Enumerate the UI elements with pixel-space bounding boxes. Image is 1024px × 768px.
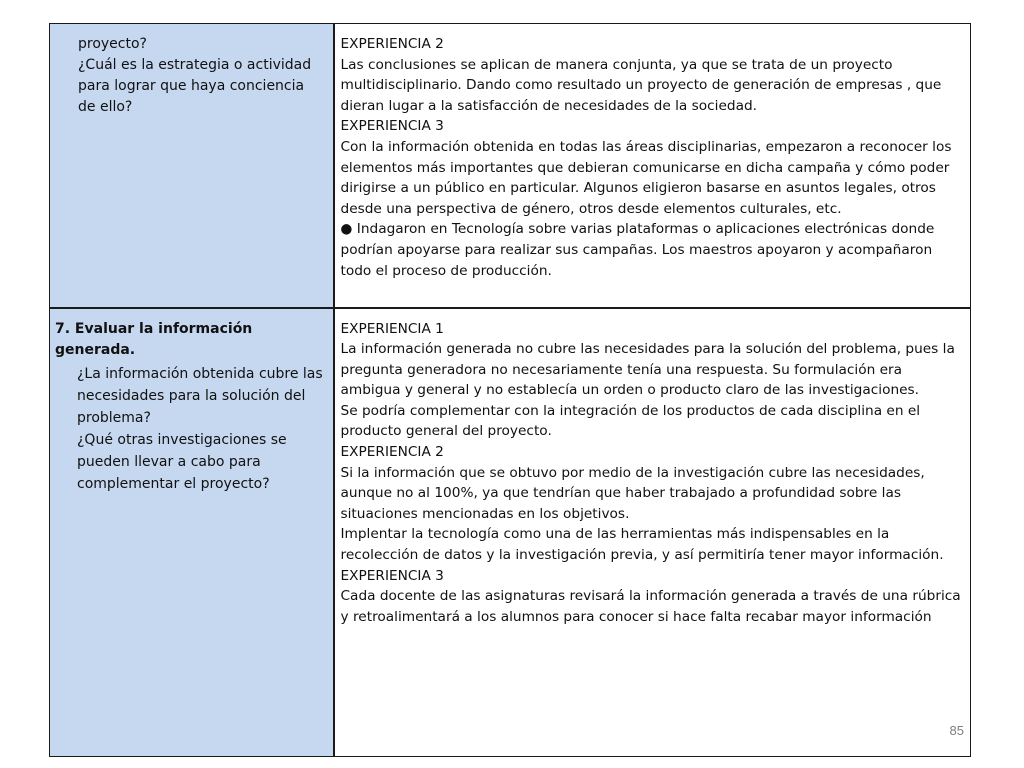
row2-experiencia-2-heading: EXPERIENCIA 2: [340, 444, 444, 461]
row2-left-cell: [50, 309, 333, 757]
row2-heading: 7. Evaluar la información generada.: [55, 320, 253, 358]
row1-experiencia-3-heading: EXPERIENCIA 3: [340, 118, 444, 135]
row1-left-line-1: ¿Cuál es la estrategia o actividad para lograr que haya conciencia de ello?: [78, 57, 312, 115]
row2-experiencia-1-text: La información generada no cubre las necesidades para la solución del problema, pues la pregunta generadora no necesariamente tenía una respuesta. Su formulación era ambigua y general y no establecía un orden o producto claro de las investigaciones.: [340, 341, 955, 399]
row2-question-0: ¿La información obtenida cubre las necesidades para la solución del problema?: [77, 365, 323, 426]
row2-right-cell: [335, 309, 971, 757]
row1-experiencia-2-text: Las conclusiones se aplican de manera conjunta, ya que se trata de un proyecto multidisciplinario. Dando como resultado un proyecto de generación de empresas , que dieran lugar a la satisfacción de necesidades de la sociedad.: [340, 56, 942, 114]
row2-experiencia-3-heading: EXPERIENCIA 3: [340, 567, 444, 584]
row1-bullet-text: ● Indagaron en Tecnología sobre varias plataformas o aplicaciones electrónicas donde podrían apoyarse para realizar sus campañas. Los maestros apoyaron y acompañaron todo el proceso de producción.: [340, 221, 935, 279]
row2-question-1: ¿Qué otras investigaciones se pueden llevar a cabo para complementar el proyecto?: [77, 431, 287, 492]
row1-right-cell: [335, 24, 971, 307]
document-table: [49, 23, 971, 757]
row1-experiencia-3-text: Con la información obtenida en todas las áreas disciplinarias, empezaron a reconocer los elementos más importantes que debieran comunicarse en dicha campaña y cómo poder dirigirse a un público en particular. Algunos eligieron basarse en asuntos legales, otros desde una perspectiva de género, otros desde elementos culturales, etc.: [340, 138, 952, 217]
row2-experiencia-1-heading: EXPERIENCIA 1: [340, 320, 444, 337]
row2-experiencia-2-text-2: Implentar la tecnología como una de las herramientas más indispensables en la recolección de datos y la investigación previa, y así permitiría tener mayor información.: [340, 526, 944, 564]
row1-left-cell: [50, 24, 333, 307]
row1-experiencia-2-heading: EXPERIENCIA 2: [340, 36, 444, 52]
row2-experiencia-1-text-2: Se podría complementar con la integración de los productos de cada disciplina en el producto general del proyecto.: [340, 402, 921, 440]
page-number: 85: [949, 723, 964, 739]
row1-left-line-0: proyecto?: [78, 36, 147, 52]
row2-experiencia-3-text: Cada docente de las asignaturas revisará la información generada a través de una rúbrica y retroalimentará a los alumnos para conocer si hace falta recabar mayor información: [340, 588, 961, 625]
row2-experiencia-2-text: Si la información que se obtuvo por medio de la investigación cubre las necesidades, aunque no al 100%, ya que tendrían que haber trabajado a profundidad sobre las situaciones mencionadas en los objetivos.: [340, 464, 925, 522]
